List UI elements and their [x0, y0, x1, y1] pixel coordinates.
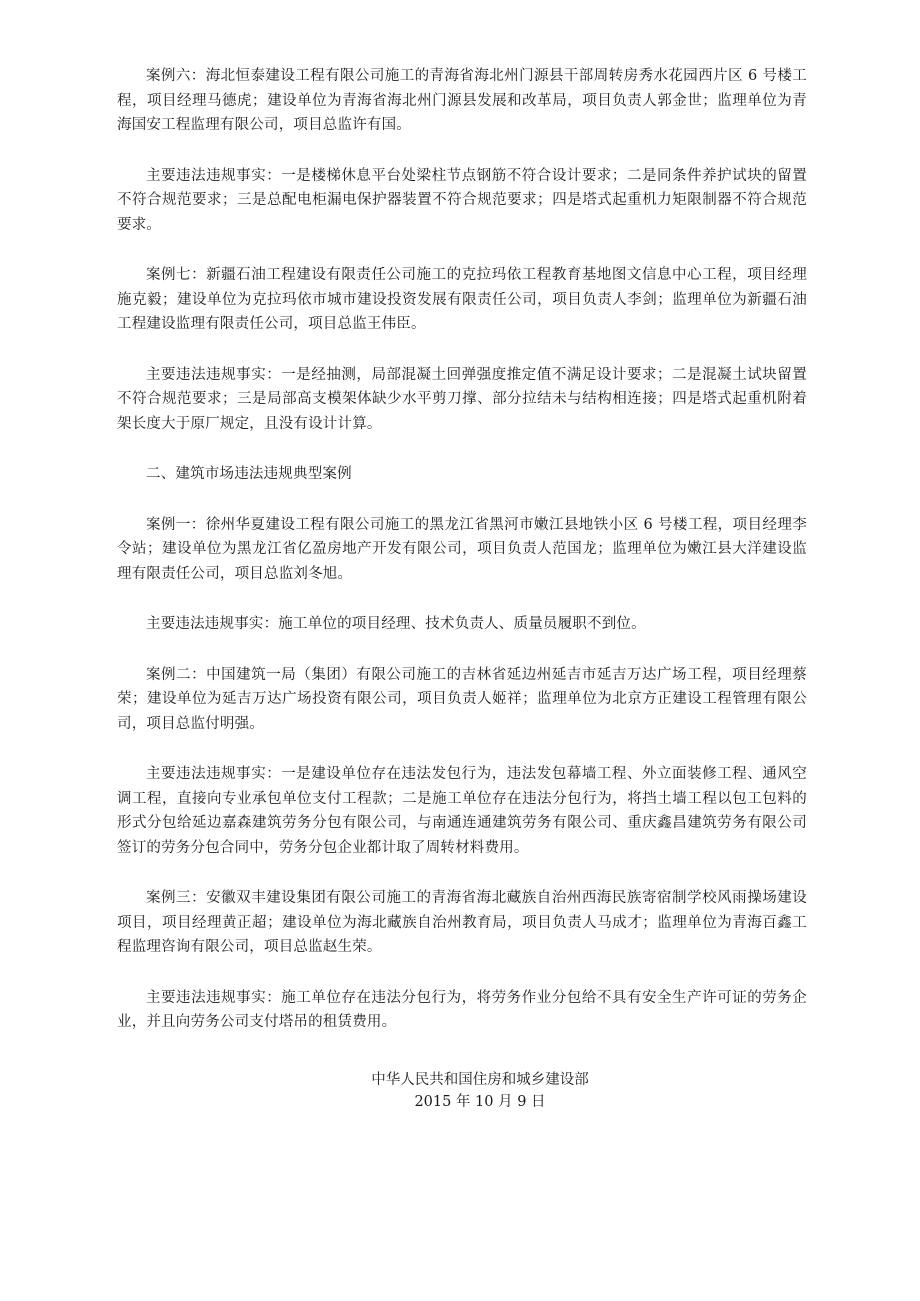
- case-7-paragraph: 案例七：新疆石油工程建设有限责任公司施工的克拉玛依工程教育基地图文信息中心工程，项目经理施克毅；建设单位为克拉玛依市城市建设投资发展有限责任公司，项目负责人李剑；监理单位为新疆石油工程建设监理有限责任公司，项目总监王伟臣。: [117, 267, 807, 332]
- market-case-2-paragraph: 案例二：中国建筑一局（集团）有限公司施工的吉林省延边州延吉市延吉万达广场工程，项目经理蔡荣；建设单位为延吉万达广场投资有限公司，项目负责人姬祥；监理单位为北京方正建设工程管理有限公司，项目总监付明强。: [117, 666, 807, 732]
- market-case-3-violations-paragraph: 主要违法违规事实：施工单位存在违法分包行为，将劳务作业分包给不具有安全生产许可证的劳务企业，并且向劳务公司支付塔吊的租赁费用。: [117, 989, 807, 1030]
- market-case-2-violations-paragraph: 主要违法违规事实：一是建设单位存在违法发包行为，违法发包幕墙工程、外立面装修工程、通风空调工程，直接向专业承包单位支付工程款；二是施工单位存在违法分包行为，将挡土墙工程以包工包料的形式分包给延边嘉森建筑劳务分包有限公司，与南通连通建筑劳务有限公司、重庆鑫昌建筑劳务有限公司签订的劳务分包合同中，劳务分包企业都计取了周转材料费用。: [117, 766, 807, 856]
- signature-organization: 中华人民共和国住房和城乡建设部: [371, 1071, 589, 1088]
- case-6-violations-paragraph: 主要违法违规事实：一是楼梯休息平台处梁柱节点钢筋不符合设计要求；二是同条件养护试块的留置不符合规范要求；三是总配电柜漏电保护器装置不符合规范要求；四是塔式起重机力矩限制器不符合规范要求。: [117, 167, 807, 233]
- document-page: [117, 64, 807, 1113]
- market-case-1-violations-paragraph: 主要违法违规事实：施工单位的项目经理、技术负责人、质量员履职不到位。: [146, 616, 646, 632]
- market-case-3-paragraph: 案例三：安徽双丰建设集团有限公司施工的青海省海北藏族自治州西海民族寄宿制学校风雨操场建设项目，项目经理黄正超；建设单位为海北藏族自治州教育局，项目负责人马成才；监理单位为青海百鑫工程监理咨询有限公司，项目总监赵生荣。: [117, 890, 807, 955]
- market-case-1-paragraph: 案例一：徐州华夏建设工程有限公司施工的黑龙江省黑河市嫩江县地铁小区 6 号楼工程，项目经理李令站；建设单位为黑龙江省亿盈房地产开发有限公司，项目负责人范国龙；监理单位为嫩江县大洋建设监理有限责任公司，项目总监刘冬旭。: [117, 516, 807, 582]
- case-6-paragraph: 案例六：海北恒泰建设工程有限公司施工的青海省海北州门源县干部周转房秀水花园西片区 6 号楼工程，项目经理马德虎；建设单位为青海省海北州门源县发展和改革局，项目负责人郭金世；监理单位为青海国安工程监理有限公司，项目总监许有国。: [117, 68, 807, 133]
- section-heading: 二、建筑市场违法违规典型案例: [146, 466, 352, 482]
- signature-block: [117, 1069, 807, 1113]
- case-7-violations-paragraph: 主要违法违规事实：一是经抽测，局部混凝土回弹强度推定值不满足设计要求；二是混凝土试块留置不符合规范要求；三是局部高支模架体缺少水平剪刀撑、部分拉结未与结构相连接；四是塔式起重机附着架长度大于原厂规定，且没有设计计算。: [117, 366, 807, 432]
- signature-date: 2015 年 10 月 9 日: [414, 1093, 546, 1110]
